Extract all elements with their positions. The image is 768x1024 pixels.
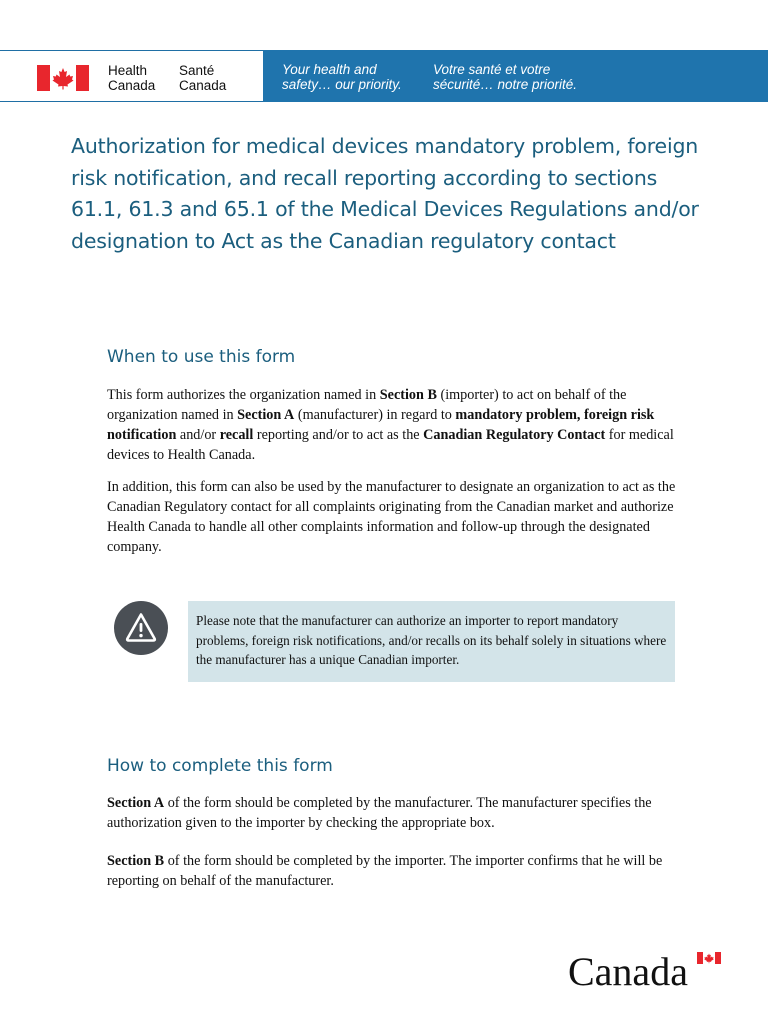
banner-slogan [263, 50, 768, 102]
banner-identity [0, 50, 263, 102]
wordmark-text: Canada [568, 949, 688, 994]
slogan-fr: Votre santé et votre sécurité… notre priorité. [433, 62, 578, 92]
slogan-en: Your health and safety… our priority. [282, 62, 402, 92]
notice-text: Please note that the manufacturer can authorize an importer to report mandatory problems, foreign risk notifications, and/or recalls on its behalf solely in situations where the manufacturer has a unique Canadian importer. [196, 613, 667, 667]
paragraph-authorization: This form authorizes the organization named in Section B (importer) to act on behalf of the organization named in Section A (manufacturer) in regard to mandatory problem, foreign risk notification and/or recall reporting and/or to act as the Canadian Regulatory Contact for medical devices to Health Canada. [107, 387, 674, 463]
department-name-fr: Santé Canada [179, 63, 227, 93]
paragraph-section-a: Section A of the form should be completed by the manufacturer. The manufacturer specifies the authorization given to the importer by checking the appropriate box. [107, 795, 652, 831]
paragraph-designation: In addition, this form can also be used by the manufacturer to designate an organization to act as the Canadian Regulatory contact for all complaints originating from the Canadian market and authorize Health Canada to handle all other complaints information and follow-up through the designated company. [107, 479, 676, 555]
canada-wordmark [568, 950, 728, 994]
wordmark-flag-icon [697, 952, 721, 964]
gc-banner [0, 50, 768, 102]
paragraph-section-b: Section B of the form should be completed by the importer. The importer confirms that he will be reporting on behalf of the manufacturer. [107, 853, 663, 889]
section-heading-when: When to use this form [107, 347, 296, 367]
document-title: Authorization for medical devices mandatory problem, foreign risk notification, and recall reporting according to sections 61.1, 61.3 and 65.1 of the Medical Devices Regulations and/or designation to Act as the Canadian regulatory contact [71, 134, 699, 253]
section-heading-how: How to complete this form [107, 756, 333, 776]
canada-flag-icon [37, 65, 89, 91]
warning-icon [114, 601, 168, 655]
notice-box [188, 601, 675, 682]
department-name-en: Health Canada [108, 63, 156, 93]
